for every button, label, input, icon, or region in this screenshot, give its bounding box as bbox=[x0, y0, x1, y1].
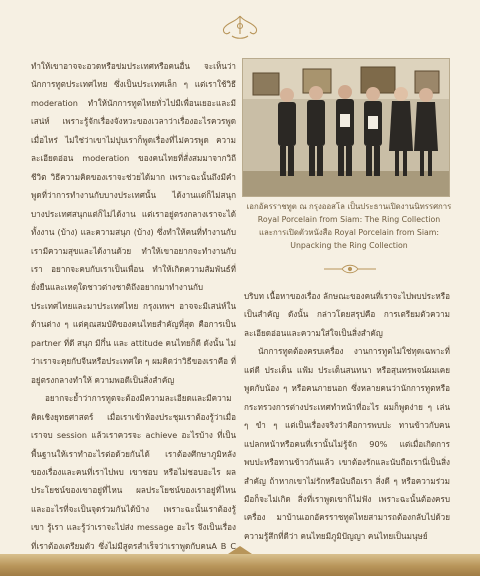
left-paragraph-1: ทำให้เขาอาจจะอวดหรือข่มประเทศหรือคนอื่น จะเห็นว่านักการทูตประเทศไทย ซึ่งเป็นประเทศเล็ก ๆ แต่เราใช้วิธี moderation ทำให้นักการทูตไทยทั่วไปมีเพื่อนเยอะและมีเสน่ห์ เพราะรู้จักเรื่องจังหวะของเวลาว่าเรื่องอะไรควรพูดเมื่อไหร่ ไม่ใช่ว่าเขาไม่ปุบเราก็พูดเรื่องที่ไม่ควรพูด ความละเอียดอ่อน moderation ของคนไทยที่สั่งสมมาจากวิถีชีวิต วิธีความคิดของเราจะช่วยได้มาก เพราะฉะนั้นถึงมีคำพูดที่ว่าการทำงานกับบางประเทศนั้น ได้งานแต่ก็ไม่สนุก บางประเทศสนุกแต่ก็ไม่ได้งาน แต่เราอยู่ตรงกลางเราจะได้ทั้งงาน (บ้าง) และความสนุก (บ้าง) ซึ่งทำให้คนที่ทำงานกับเรามีความสุขและได้งานด้วย ทำให้เขาอยากจะทำงานกับเรา อยากจะคบกับเราเป็นเพื่อน ทำให้เกิดความสัมพันธ์ที่ยั่งยืนและเหตุใดชาวต่างชาติถึงอยากมาทำงานกับประเทศไทยและมาประเทศไทย กรุงเทพฯ อาจจะมีเสน่ห์ในด้านต่าง ๆ แต่คุณสมบัติของคนไทยสำคัญที่สุด คือการเป็น partner ที่ดี สนุก มีกึ๋น และ attitude คนไทยก็ดี ดังนั้น ไม่ว่าเราจะคุยกับจีนหรือประเทศใด ๆ ผมคิดว่าวิธีของเราคือ ที่อยู่ตรงกลางทำให้ ความพอดีเป็นสิ่งสำคัญ bbox=[31, 61, 236, 385]
divider-ornament-icon bbox=[322, 262, 378, 276]
caption-line-4: Unpacking the Ring Collection bbox=[290, 241, 408, 250]
bottom-gold-bar bbox=[0, 554, 480, 576]
left-paragraph-2: อยากจะย้ำว่าการทูตจะต้องมีความละเอียดและมีความคิดเชิงยุทธศาสตร์ เมื่อเราเข้าห้องประชุมเราต้องรู้ว่าเมื่อเราจบ session แล้วเราควรจะ achieve อะไรบ้าง ที่เป็นพื้นฐานให้เราทำอะไรต่อด้วยกันได้ เราต้องศึกษาภูมิหลังของเรื่องและคนที่เราไปพบ เขาชอบ หรือไม่ชอบอะไร ผลประโยชน์ของเขาอยู่ที่ไหน ผลประโยชน์ของเราอยู่ที่ไหน และอะไรที่จะเป็นจุดร่วมกันได้บ้าง เพราะฉะนั้นเราต้องรู้เขา รู้เรา และรู้ว่าเราจะไปส่ง message อะไร จึงเป็นเรื่องที่เราต้องเตรียมตัว ซึ่งไม่มีสูตรสำเร็จว่าเราพูดกับคนA B C bbox=[31, 393, 236, 551]
photo-caption bbox=[244, 200, 454, 252]
left-column bbox=[31, 57, 236, 574]
caption-line-1: เอกอัครราชทูต ณ กรุงออสโล เป็นประธานเปิดงานนิทรรศการ bbox=[246, 202, 452, 211]
caption-line-3: และการเปิดตัวหนังสือ Royal Porcelain from Siam: bbox=[258, 228, 440, 237]
right-paragraph-2: นักการทูตต้องครบเครื่อง งานการทูตไม่ใช่ทุดเฉพาะที่แต่ดี ประเด็น แฟ้ม ประเด็นสนทนา หรือสุนทรพจน์ผมเคยพูดกับน้อง ๆ หรือคนภายนอก ซึ่งหลายคนว่านักการทูตหรือกระทรวงการต่างประเทศทำหน้าที่อะไร ผมก็พูดง่าย ๆ เล่น ๆ ขำ ๆ แต่เป็นเรื่องจริงว่าคือการพบปะ ทานข้าวกับคนแปลกหน้าหรือคนที่เรานั้นไม่รู้จัก 90% แต่เมื่อเกิดการพบปะหรือทานข้าวกันแล้ว เขาต้องรักและนับถือเรานี่เป็นสิ่งสำคัญ ถ้าหากเขาไม่รักหรือนับถือเรา สิ่งดี ๆ หรือความร่วมมือก็จะไม่เกิด สิ่งที่เราพูดเขาก็ไม่ฟัง เพราะฉะนั้นต้องครบเครื่อง มาบ้านเอกอัครราชทูตไทยสามารถต้องกลับไปด้วยความรู้สึกที่ดีว่า คนไทยมีภูมิปัญญา คนไทยเป็นมนุษย์ bbox=[244, 346, 450, 541]
right-column bbox=[244, 287, 450, 545]
right-paragraph-1: บริบท เนื้อหาของเรื่อง ลักษณะของคนที่เราจะไปพบประหรือเป็นสำคัญ ดังนั้น กล่าวโดยสรุปคือ การเตรียมตัวความละเอียดอ่อนและความใส่ใจเป็นสิ่งสำคัญ bbox=[244, 291, 450, 338]
event-photo bbox=[242, 58, 450, 197]
top-ornament-icon bbox=[216, 12, 264, 42]
group-photo-illustration bbox=[243, 59, 449, 196]
caption-line-2: Royal Porcelain from Siam: The Ring Collection bbox=[257, 215, 441, 224]
